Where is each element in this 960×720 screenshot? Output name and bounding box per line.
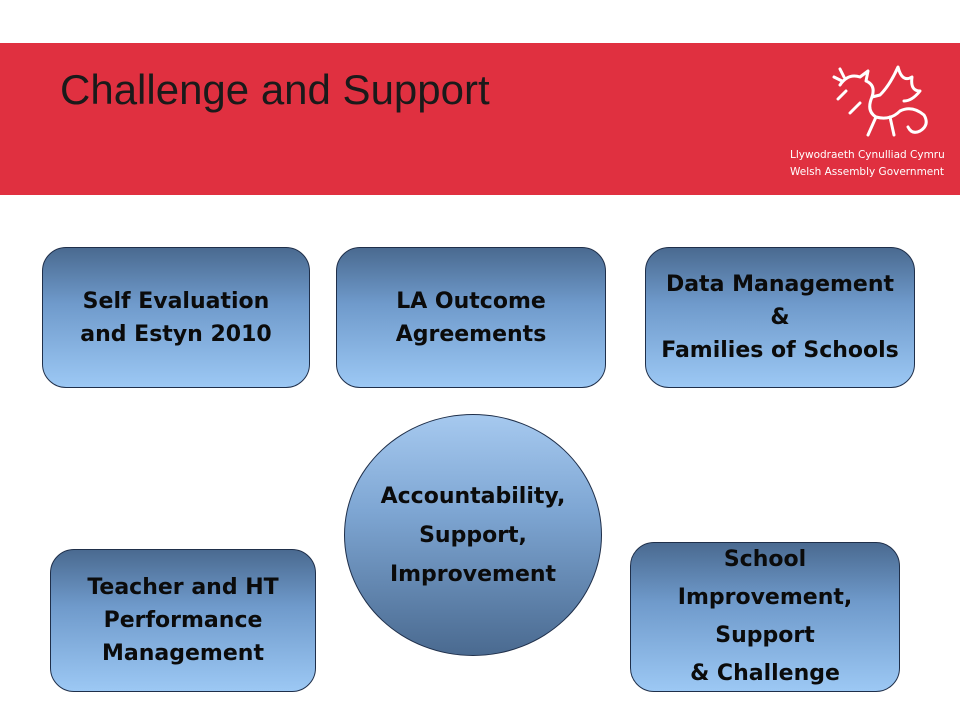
la-outcome-box bbox=[336, 247, 606, 388]
logo-text-english: Welsh Assembly Government bbox=[790, 166, 945, 178]
performance-management-box bbox=[50, 549, 316, 692]
box-line: & Challenge bbox=[690, 661, 840, 686]
school-improvement-box bbox=[630, 542, 900, 692]
self-evaluation-box bbox=[42, 247, 310, 388]
box-line: Improvement, bbox=[677, 585, 853, 610]
circle-line: Accountability, bbox=[380, 483, 566, 509]
slide-title: Challenge and Support bbox=[60, 66, 490, 113]
logo-text-welsh: Llywodraeth Cynulliad Cymru bbox=[790, 149, 945, 161]
box-line: Data Management bbox=[665, 272, 895, 297]
box-line: School bbox=[723, 547, 807, 572]
circle-line: Improvement bbox=[389, 561, 557, 587]
box-line: and Estyn 2010 bbox=[80, 321, 272, 347]
box-line: Teacher and HT bbox=[87, 575, 279, 600]
box-line: Agreements bbox=[395, 321, 547, 347]
box-line: Support bbox=[715, 623, 815, 648]
circle-line: Support, bbox=[419, 522, 527, 548]
box-line: Self Evaluation bbox=[82, 288, 270, 314]
box-line: Performance bbox=[103, 608, 263, 633]
box-line: Families of Schools bbox=[661, 338, 899, 363]
box-line: Management bbox=[102, 641, 264, 666]
box-line: LA Outcome bbox=[396, 288, 546, 314]
welsh-assembly-logo bbox=[790, 55, 945, 185]
dragon-icon bbox=[820, 55, 940, 145]
data-management-box bbox=[645, 247, 915, 388]
center-circle bbox=[344, 414, 602, 656]
box-line: & bbox=[770, 305, 790, 330]
